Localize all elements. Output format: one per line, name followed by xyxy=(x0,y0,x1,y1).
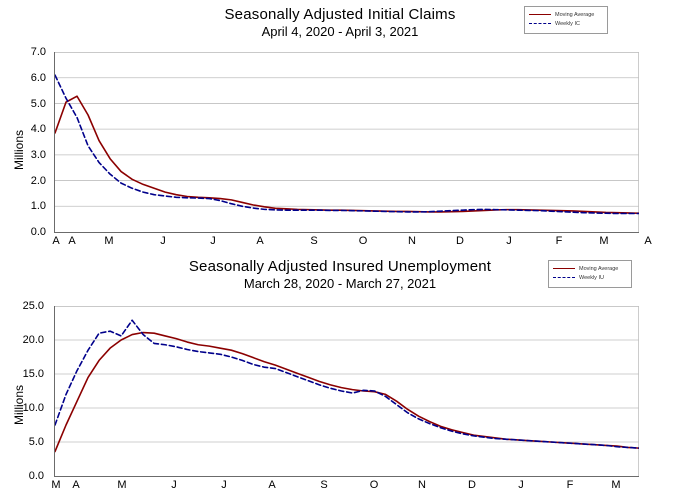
y-tick-label: 6.0 xyxy=(30,72,46,84)
x-tick-label: D xyxy=(456,235,464,247)
x-tick-label: J xyxy=(160,235,166,247)
y-tick-label: 15.0 xyxy=(22,368,44,380)
x-tick-label: N xyxy=(408,235,416,247)
x-tick-label: A xyxy=(72,479,80,491)
y-tick-label: 7.0 xyxy=(30,46,46,58)
x-tick-label: J xyxy=(210,235,216,247)
y-tick-label: 3.0 xyxy=(30,149,46,161)
x-tick-label: D xyxy=(468,479,476,491)
y-tick-label: 5.0 xyxy=(28,436,44,448)
x-tick-label: M xyxy=(599,235,609,247)
chart-subtitle: March 28, 2020 - March 27, 2021 xyxy=(243,276,437,291)
legend-line-solid-icon xyxy=(553,268,575,269)
insured-unemployment-chart xyxy=(0,250,680,503)
x-tick-label: A xyxy=(52,235,60,247)
x-tick-label: F xyxy=(566,479,574,491)
legend-label: Moving Average xyxy=(579,266,619,272)
x-tick-label: M xyxy=(104,235,114,247)
x-tick-label: J xyxy=(171,479,177,491)
legend-initial-claims xyxy=(524,6,608,34)
legend-item-moving-average xyxy=(529,11,601,20)
y-axis-label: Millions xyxy=(12,384,26,425)
x-tick-label: O xyxy=(358,235,368,247)
x-tick-label: M xyxy=(117,479,127,491)
x-tick-label: A xyxy=(68,235,76,247)
page-title: Seasonally Adjusted Initial Claims xyxy=(224,6,456,23)
x-tick-label: S xyxy=(320,479,328,491)
y-tick-label: 20.0 xyxy=(22,334,44,346)
x-tick-label: F xyxy=(555,235,563,247)
x-tick-label: M xyxy=(611,479,621,491)
legend-insured-unemployment xyxy=(548,260,632,288)
x-tick-label: A xyxy=(256,235,264,247)
legend-item-moving-average xyxy=(553,265,625,274)
legend-line-dashed-icon xyxy=(553,277,575,278)
chart-subtitle: April 4, 2020 - April 3, 2021 xyxy=(261,24,419,39)
insured-unemployment-plot-svg xyxy=(55,306,639,476)
legend-line-solid-icon xyxy=(529,14,551,15)
x-tick-label: S xyxy=(310,235,318,247)
insured-unemployment-plot-area xyxy=(54,306,639,477)
chart-title: Seasonally Adjusted Insured Unemployment xyxy=(188,258,492,275)
y-tick-label: 1.0 xyxy=(30,200,46,212)
x-tick-label: J xyxy=(506,235,512,247)
initial-claims-plot-svg xyxy=(55,52,639,232)
x-tick-label: O xyxy=(369,479,379,491)
y-tick-label: 4.0 xyxy=(30,123,46,135)
legend-label: Weekly IC xyxy=(555,21,580,27)
x-tick-label: M xyxy=(51,479,61,491)
x-tick-label: J xyxy=(221,479,227,491)
y-tick-label: 2.0 xyxy=(30,175,46,187)
initial-claims-chart xyxy=(0,0,680,250)
y-tick-label: 10.0 xyxy=(22,402,44,414)
x-tick-label: A xyxy=(268,479,276,491)
legend-line-dashed-icon xyxy=(529,23,551,24)
y-axis-label: Millions xyxy=(12,129,26,170)
x-tick-label: J xyxy=(518,479,524,491)
x-tick-label: N xyxy=(418,479,426,491)
legend-item-weekly-ic xyxy=(529,20,601,29)
legend-label: Weekly IU xyxy=(579,275,604,281)
y-tick-label: 0.0 xyxy=(28,470,44,482)
legend-label: Moving Average xyxy=(555,12,595,18)
y-tick-label: 5.0 xyxy=(30,98,46,110)
x-tick-label: A xyxy=(644,235,652,247)
y-tick-label: 25.0 xyxy=(22,300,44,312)
y-tick-label: 0.0 xyxy=(30,226,46,238)
initial-claims-plot-area xyxy=(54,52,639,233)
legend-item-weekly-iu xyxy=(553,274,625,283)
